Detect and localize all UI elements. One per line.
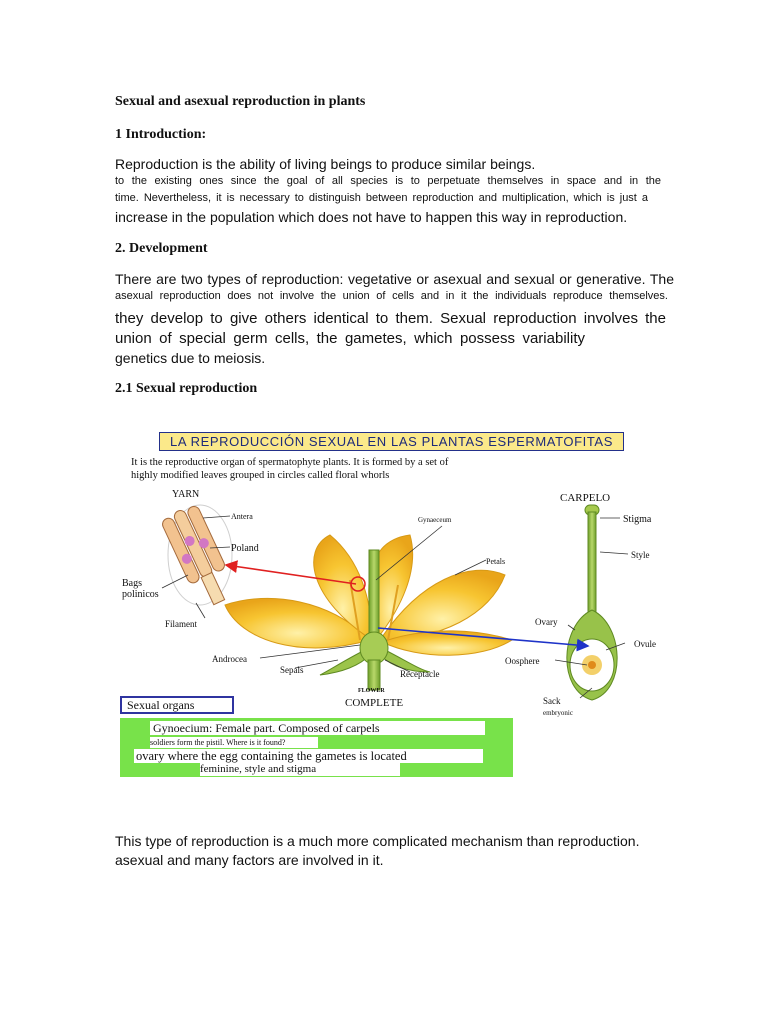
label-receptacle: Receptacle (400, 669, 440, 679)
sexual-heading: 2.1 Sexual reproduction (115, 381, 258, 396)
intro-heading: 1 Introduction: (115, 127, 207, 142)
figure-banner: LA REPRODUCCIÓN SEXUAL EN LAS PLANTAS ESPERMATOFITAS (159, 432, 624, 451)
figure-intro-line-2: highly modified leaves grouped in circles called floral whorls (131, 470, 390, 481)
label-ovule: Ovule (634, 639, 656, 649)
closing-line-2: asexual and many factors are involved in it. (115, 852, 384, 868)
closing-line-1: This type of reproduction is a much more complicated mechanism than reproduction. (115, 833, 640, 849)
label-flower: FLOWER (358, 688, 385, 694)
carpel-illustration (567, 505, 617, 700)
label-filament: Filament (165, 619, 197, 629)
development-line-4: union of special germ cells, the gametes, which possess variability (115, 330, 585, 347)
label-complete: COMPLETE (345, 697, 404, 709)
flower-illustration (225, 535, 512, 690)
green-line-1: Gynoecium: Female part. Composed of carpels (150, 721, 485, 735)
development-line-3: they develop to give others identical to them. Sexual reproduction involves the (115, 310, 666, 327)
intro-line-4: increase in the population which does not have to happen this way in reproduction. (115, 209, 628, 225)
page-title: Sexual and asexual reproduction in plants (115, 94, 366, 109)
figure-intro-line-1: It is the reproductive organ of spermatophyte plants. It is formed by a set of (131, 457, 449, 468)
development-line-5: genetics due to meiosis. (115, 350, 266, 366)
label-oosphere: Oosphere (505, 656, 540, 666)
development-line-2: asexual reproduction does not involve the union of cells and in it the individuals reproduce themselves. (115, 290, 668, 302)
green-line-4: feminine, style and stigma (200, 763, 400, 776)
label-style: Style (631, 550, 650, 560)
label-antera: Antera (231, 512, 253, 521)
gynoecium-box (120, 718, 513, 777)
development-heading: 2. Development (115, 241, 208, 256)
label-sack: Sack (543, 696, 561, 706)
label-sepals: Sepals (280, 665, 304, 675)
label-ovary: Ovary (535, 617, 558, 627)
label-androcea: Androcea (212, 654, 247, 664)
development-line-1: There are two types of reproduction: vegetative or asexual and sexual or generative. The (115, 271, 674, 287)
intro-line-3: time. Nevertheless, it is necessary to distinguish between reproduction and multiplication, which is just a (115, 192, 648, 204)
label-yarn: YARN (172, 489, 200, 500)
label-stigma: Stigma (623, 514, 652, 525)
green-line-2: soldiers form the pistil. Where is it found? (150, 737, 318, 748)
green-line-3: ovary where the egg containing the gametes is located (134, 749, 483, 763)
sexual-organs-box: Sexual organs (120, 696, 234, 714)
label-petals: Petals (486, 557, 506, 566)
label-bags: Bags (122, 578, 142, 589)
intro-line-2: to the existing ones since the goal of all species is to perpetuate themselves in space and in the (115, 175, 661, 187)
intro-line-1: Reproduction is the ability of living beings to produce similar beings. (115, 156, 536, 172)
label-embryonic: embryonic (543, 709, 573, 717)
label-bags-2: polinicos (122, 589, 159, 600)
stamen-illustration (160, 503, 239, 611)
label-poland: Poland (231, 543, 259, 554)
label-carpelo: CARPELO (560, 492, 611, 504)
label-gynaeceum: Gynaeceum (418, 516, 452, 524)
